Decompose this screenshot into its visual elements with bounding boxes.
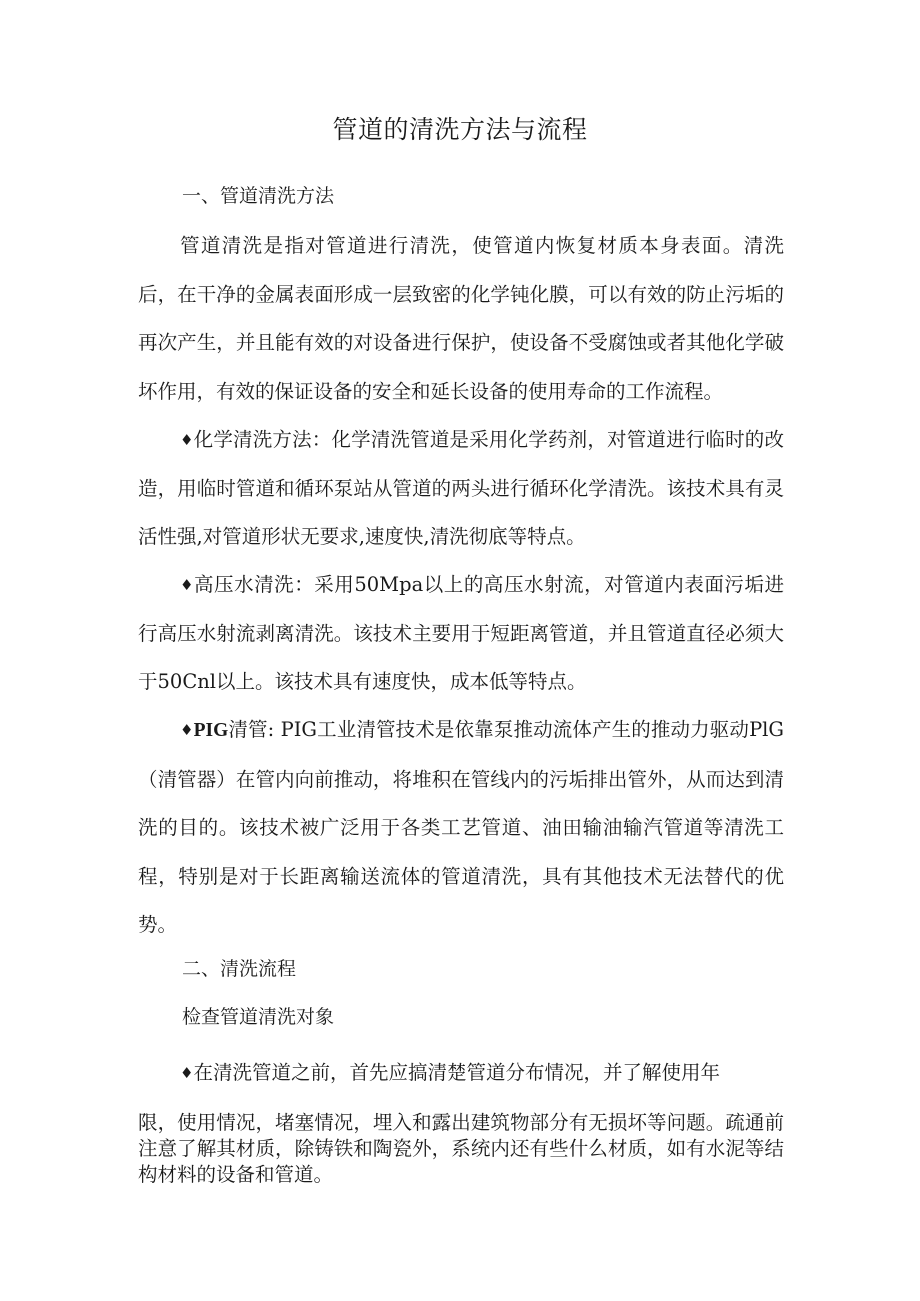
bullet-diamond-icon: ♦ [180, 721, 194, 739]
document-title: 管道的清洗方法与流程 [332, 115, 588, 144]
section2-heading: 二、清洗流程 [182, 958, 297, 980]
section2-subheading: 检查管道清洗对象 [182, 1006, 335, 1028]
pig-cleaning-paragraph [138, 706, 784, 950]
chemical-cleaning-paragraph [138, 416, 784, 562]
high-pressure-cleaning-paragraph [138, 561, 784, 707]
bullet-diamond-icon: ♦ [180, 1064, 194, 1082]
section1-intro-paragraph: 管道清洗是指对管道进行清洗，使管道内恢复材质本身表面。清洗后，在干净的金属表面形成一层致密的化学钝化膜，可以有效的防止污垢的再次产生，并且能有效的对设备进行保护，使设备不受腐蚀或者其他化学破坏作用，有效的保证设备的安全和延长设备的使用寿命的工作流程。 [138, 234, 784, 403]
chemical-cleaning-text: 化学清洗方法：化学清洗管道是采用化学药剂，对管道进行临时的改造，用临时管道和循环泵站从管道的两头进行循环化学清洗。该技术具有灵活性强,对管道形状无要求,速度快,清洗彻底等特点。 [138, 428, 784, 548]
high-pressure-cleaning-text: 高压水清洗：采用50Mpa以上的高压水射流，对管道内表面污垢进行高压水射流剥离清洗。该技术主要用于短距离管道，并且管道直径必须大于50Cnl以上。该技术具有速度快，成本低等特点。 [138, 573, 785, 693]
inspection-lead-text: 在清洗管道之前，首先应搞清楚管道分布情况，并了解使用年 [193, 1061, 720, 1084]
pig-cleaning-text: 清管: PIG工业清管技术是依靠泵推动流体产生的推动力驱动PlG（清管器）在管内向前推动，将堆积在管线内的污垢排出管外，从而达到清洗的目的。该技术被广泛用于各类工艺管道、油田输油输汽管道等清洗工程，特别是对于长距离输送流体的管道清洗，具有其他技术无法替代的优势。 [138, 718, 785, 936]
bullet-diamond-icon: ♦ [180, 576, 194, 594]
section1-heading: 一、管道清洗方法 [182, 185, 335, 207]
pig-label: PIG [193, 720, 229, 741]
bullet-diamond-icon: ♦ [180, 431, 194, 449]
inspection-continued-paragraph: 限，使用情况，堵塞情况，埋入和露出建筑物部分有无损坏等问题。疏通前注意了解其材质，除铸铁和陶瓷外，系统内还有些什么材质，如有水泥等结构材料的设备和管道。 [138, 1111, 784, 1186]
inspection-lead-line [180, 1059, 784, 1087]
